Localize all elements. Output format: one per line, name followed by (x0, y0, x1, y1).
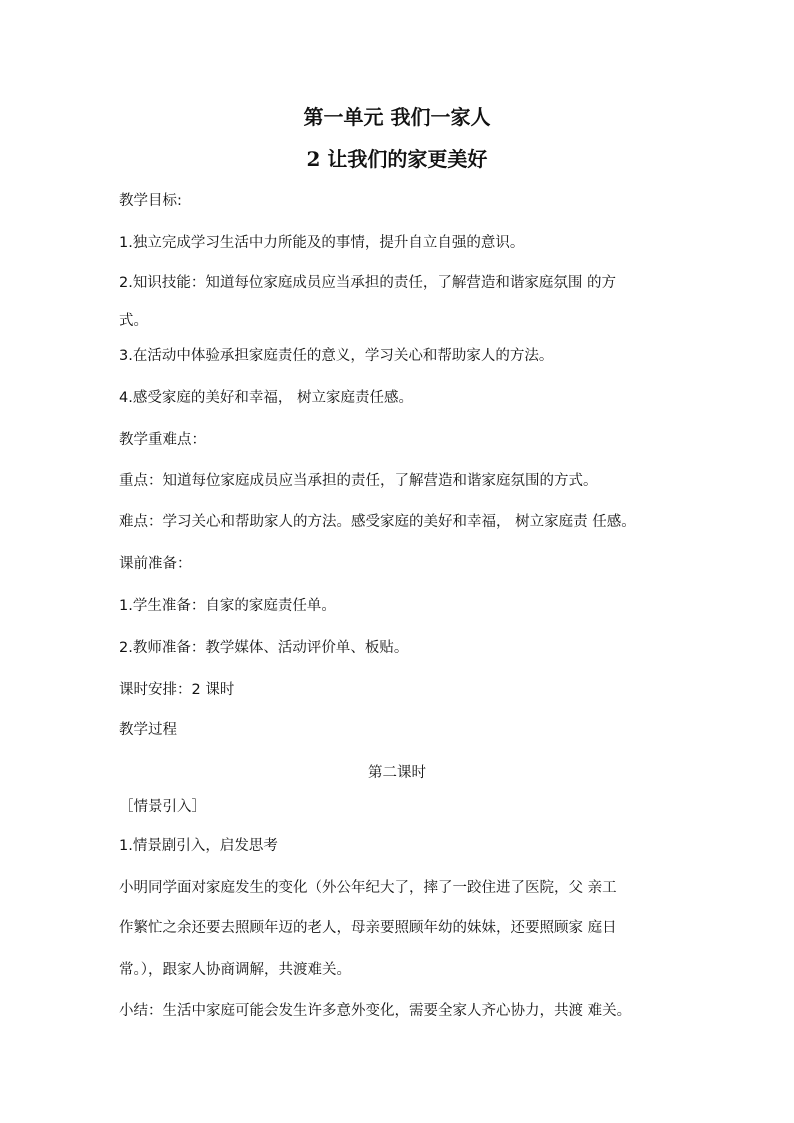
objective-2: 2.知识技能：知道每位家庭成员应当承担的责任，了解营造和谐家庭氛围 的方 (119, 275, 616, 291)
scenario-paragraph-line-1: 小明同学面对家庭发生的变化（外公年纪大了，摔了一跤住进了医院，父 亲工 (119, 880, 617, 896)
objective-4: 4.感受家庭的美好和幸福， 树立家庭责任感。 (119, 390, 413, 406)
objective-3: 3.在活动中体验承担家庭责任的意义，学习关心和帮助家人的方法。 (119, 348, 554, 364)
objective-2-cont: 式。 (119, 313, 148, 329)
teacher-preparation: 2.教师准备：教学媒体、活动评价单、板贴。 (119, 640, 409, 656)
scenario-paragraph-line-2: 作繁忙之余还要去照顾年迈的老人，母亲要照顾年幼的妹妹，还要照顾家 庭日 (119, 920, 617, 936)
unit-title: 第一单元 我们一家人 (303, 105, 491, 129)
lesson-title: 2 让我们的家更美好 (306, 147, 488, 171)
key-point: 重点：知道每位家庭成员应当承担的责任，了解营造和谐家庭氛围的方式。 (119, 473, 598, 489)
scenario-heading: ［情景引入］ (119, 799, 206, 815)
difficult-point: 难点：学习关心和帮助家人的方法。感受家庭的美好和幸福， 树立家庭责 任感。 (119, 514, 636, 530)
schedule: 课时安排：2 课时 (119, 682, 235, 698)
summary: 小结：生活中家庭可能会发生许多意外变化，需要全家人齐心协力，共渡 难关。 (119, 1003, 632, 1019)
scenario-paragraph-line-3: 常。），跟家人协商调解，共渡难关。 (119, 962, 351, 978)
objective-1: 1.独立完成学习生活中力所能及的事情，提升自立自强的意识。 (119, 235, 525, 251)
scenario-step-1: 1.情景剧引入，启发思考 (119, 838, 278, 854)
objectives-heading: 教学目标: (119, 193, 182, 209)
preparation-heading: 课前准备： (119, 556, 192, 572)
section-title: 第二课时 (368, 765, 426, 781)
key-points-heading: 教学重难点： (119, 432, 206, 448)
student-preparation: 1.学生准备：自家的家庭责任单。 (119, 598, 336, 614)
process-heading: 教学过程 (119, 722, 177, 738)
